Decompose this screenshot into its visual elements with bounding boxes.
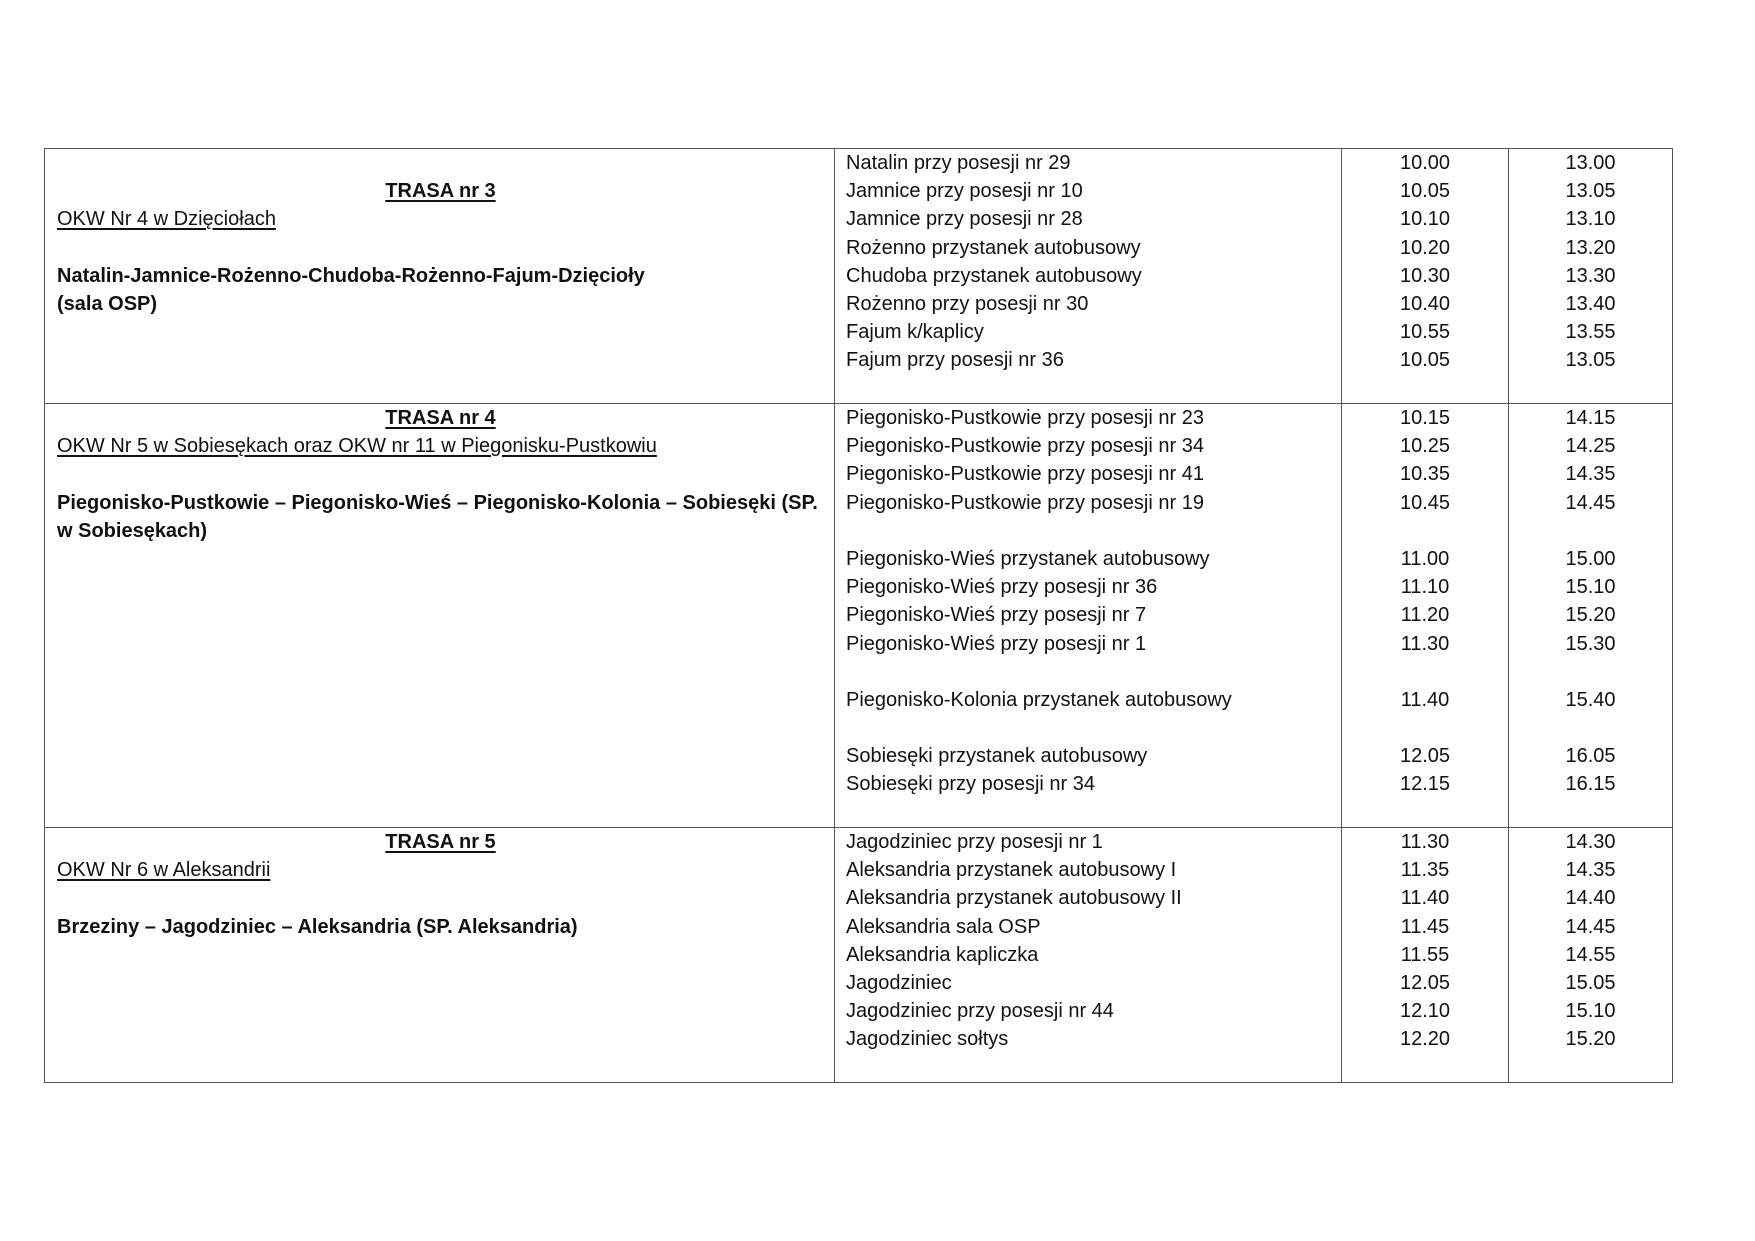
- departure-time-2: 16.05: [1565, 745, 1616, 768]
- departure-time-1: 11.30: [1400, 632, 1450, 655]
- departure-time-1: 10.15: [1399, 407, 1451, 429]
- departure-time-1: 11.40: [1400, 887, 1450, 910]
- departure-time-2: 14.35: [1565, 859, 1616, 882]
- stop-location: Aleksandria przystanek autobusowy II: [846, 887, 1182, 910]
- route-name-line: Piegonisko-Pustkowie – Piegonisko-Wieś – Piegonisko-Kolonia – Sobiesęki (SP.: [57, 491, 818, 514]
- route-row: [45, 828, 1673, 1083]
- departure-time-2: 13.00: [1565, 152, 1616, 174]
- departure-time-1: 11.40: [1400, 688, 1450, 711]
- departure-time-2: 14.15: [1565, 407, 1616, 429]
- departure-time-2: 14.40: [1565, 887, 1616, 910]
- route-name-line: w Sobiesękach): [57, 519, 208, 542]
- stop-location: Piegonisko-Wieś przy posesji nr 1: [846, 632, 1147, 655]
- departure-time-2: 15.10: [1565, 576, 1616, 599]
- departure-time-2: 13.30: [1565, 264, 1616, 287]
- spacer: [57, 460, 824, 488]
- departure-time-2: [1509, 714, 1672, 742]
- route-info-cell: [45, 828, 835, 1083]
- route-title: TRASA nr 3: [385, 180, 496, 203]
- route-name-line: (sala OSP): [57, 292, 158, 315]
- stop-location: Piegonisko-Pustkowie przy posesji nr 19: [846, 491, 1204, 514]
- departure-time-1: 11.20: [1400, 604, 1450, 627]
- departure-time-1: [1342, 714, 1508, 742]
- departure-time-2: 14.30: [1565, 831, 1616, 853]
- departure-time-2: 14.45: [1565, 491, 1616, 514]
- departure-time-1-cell: [1342, 828, 1509, 1083]
- stop-location: Sobiesęki przystanek autobusowy: [846, 745, 1148, 768]
- departure-time-1: 10.05: [1399, 180, 1451, 203]
- stop-location: Aleksandria sala OSP: [846, 915, 1041, 938]
- stop-location: Sobiesęki przy posesji nr 34: [846, 773, 1096, 796]
- stop-location: Aleksandria przystanek autobusowy I: [846, 859, 1177, 882]
- route-row: [45, 149, 1673, 404]
- spacer: [57, 149, 824, 177]
- departure-time-1-cell: [1342, 404, 1509, 828]
- departure-time-1: 11.55: [1400, 943, 1450, 966]
- departure-time-1: 10.30: [1399, 264, 1451, 287]
- departure-time-2: 13.05: [1565, 180, 1616, 203]
- departure-time-2-cell: [1509, 149, 1673, 404]
- stop-location-cell: [835, 828, 1342, 1083]
- departure-time-1: [1342, 658, 1508, 686]
- departure-time-2: 13.10: [1565, 208, 1616, 231]
- departure-time-2: 15.20: [1565, 604, 1616, 627]
- stop-location-cell: [835, 149, 1342, 404]
- departure-time-1: 12.05: [1399, 971, 1451, 994]
- departure-time-1: 10.10: [1399, 208, 1451, 231]
- stop-location: Chudoba przystanek autobusowy: [846, 264, 1142, 287]
- departure-time-2: 13.55: [1565, 321, 1616, 344]
- departure-time-2: 15.00: [1565, 547, 1616, 570]
- departure-time-2: 13.05: [1565, 349, 1616, 372]
- departure-time-1: 10.55: [1399, 321, 1451, 344]
- stop-location: Piegonisko-Wieś przy posesji nr 7: [846, 604, 1147, 627]
- departure-time-1: [1342, 517, 1508, 545]
- stop-location: Rożenno przy posesji nr 30: [846, 292, 1089, 315]
- departure-time-1: 10.35: [1399, 463, 1451, 486]
- stop-location: Piegonisko-Pustkowie przy posesji nr 23: [846, 407, 1204, 429]
- departure-time-1-cell: [1342, 149, 1509, 404]
- stop-location: Fajum przy posesji nr 36: [846, 349, 1064, 372]
- stop-location: Piegonisko-Wieś przystanek autobusowy: [846, 547, 1210, 570]
- stop-location: Aleksandria kapliczka: [846, 943, 1039, 966]
- stop-location: Piegonisko-Wieś przy posesji nr 36: [846, 576, 1158, 599]
- route-name-line: Natalin-Jamnice-Rożenno-Chudoba-Rożenno-Fajum-Dzięcioły: [57, 264, 645, 287]
- departure-time-1: 12.10: [1399, 1000, 1451, 1023]
- stop-location: Jamnice przy posesji nr 10: [846, 180, 1083, 203]
- departure-time-1: 10.45: [1399, 491, 1451, 514]
- stop-location: Piegonisko-Pustkowie przy posesji nr 34: [846, 435, 1204, 458]
- stop-location: [846, 658, 1341, 686]
- route-info-cell: [45, 404, 835, 828]
- departure-time-2-cell: [1509, 828, 1673, 1083]
- departure-time-2: 14.45: [1565, 915, 1616, 938]
- route-row: [45, 404, 1673, 828]
- departure-time-2: 15.20: [1565, 1028, 1616, 1051]
- departure-time-2: 15.30: [1565, 632, 1616, 655]
- departure-time-2: 14.55: [1565, 943, 1616, 966]
- spacer: [57, 234, 824, 262]
- stop-location: Piegonisko-Kolonia przystanek autobusowy: [846, 688, 1232, 711]
- departure-time-2: 13.20: [1565, 236, 1616, 259]
- route-info-cell: [45, 149, 835, 404]
- stop-location: Jamnice przy posesji nr 28: [846, 208, 1083, 231]
- polling-station-label: OKW Nr 5 w Sobiesękach oraz OKW nr 11 w Piegonisku-Pustkowiu: [57, 435, 657, 458]
- stop-location: Jagodziniec sołtys: [846, 1028, 1009, 1051]
- departure-time-2: 13.40: [1565, 292, 1616, 315]
- departure-time-1: 10.00: [1399, 152, 1451, 174]
- stop-location: Jagodziniec przy posesji nr 44: [846, 1000, 1114, 1023]
- departure-time-1: 12.20: [1399, 1028, 1451, 1051]
- departure-time-1: 11.35: [1400, 859, 1450, 882]
- departure-time-1: 10.20: [1399, 236, 1451, 259]
- departure-time-2: 15.40: [1565, 688, 1616, 711]
- departure-time-1: 12.05: [1399, 745, 1451, 768]
- stop-location: Jagodziniec przy posesji nr 1: [846, 831, 1103, 853]
- departure-time-1: 10.25: [1399, 435, 1451, 458]
- route-title: TRASA nr 4: [385, 407, 496, 429]
- stop-location: Natalin przy posesji nr 29: [846, 152, 1071, 174]
- departure-time-1: 11.30: [1400, 831, 1450, 853]
- departure-time-1: 11.10: [1400, 576, 1450, 599]
- spacer: [57, 884, 824, 912]
- stop-location-cell: [835, 404, 1342, 828]
- route-schedule-table: [44, 148, 1673, 1083]
- departure-time-2: [1509, 658, 1672, 686]
- polling-station-label: OKW Nr 6 w Aleksandrii: [57, 859, 271, 882]
- stop-location: [846, 714, 1341, 742]
- departure-time-1: 11.00: [1400, 547, 1450, 570]
- route-title: TRASA nr 5: [385, 831, 496, 853]
- stop-location: Piegonisko-Pustkowie przy posesji nr 41: [846, 463, 1204, 486]
- departure-time-1: 10.40: [1399, 292, 1451, 315]
- departure-time-1: 11.45: [1400, 915, 1450, 938]
- departure-time-2: 16.15: [1565, 773, 1616, 796]
- stop-location: Fajum k/kaplicy: [846, 321, 984, 344]
- departure-time-2: 14.35: [1565, 463, 1616, 486]
- departure-time-2: [1509, 517, 1672, 545]
- departure-time-1: 10.05: [1399, 349, 1451, 372]
- departure-time-2: 14.25: [1565, 435, 1616, 458]
- departure-time-2: 15.10: [1565, 1000, 1616, 1023]
- polling-station-label: OKW Nr 4 w Dzięciołach: [57, 208, 276, 231]
- departure-time-1: 12.15: [1399, 773, 1451, 796]
- route-name-line: Brzeziny – Jagodziniec – Aleksandria (SP. Aleksandria): [57, 915, 578, 938]
- stop-location: Jagodziniec: [846, 971, 952, 994]
- stop-location: [846, 517, 1341, 545]
- departure-time-2-cell: [1509, 404, 1673, 828]
- departure-time-2: 15.05: [1565, 971, 1616, 994]
- stop-location: Rożenno przystanek autobusowy: [846, 236, 1141, 259]
